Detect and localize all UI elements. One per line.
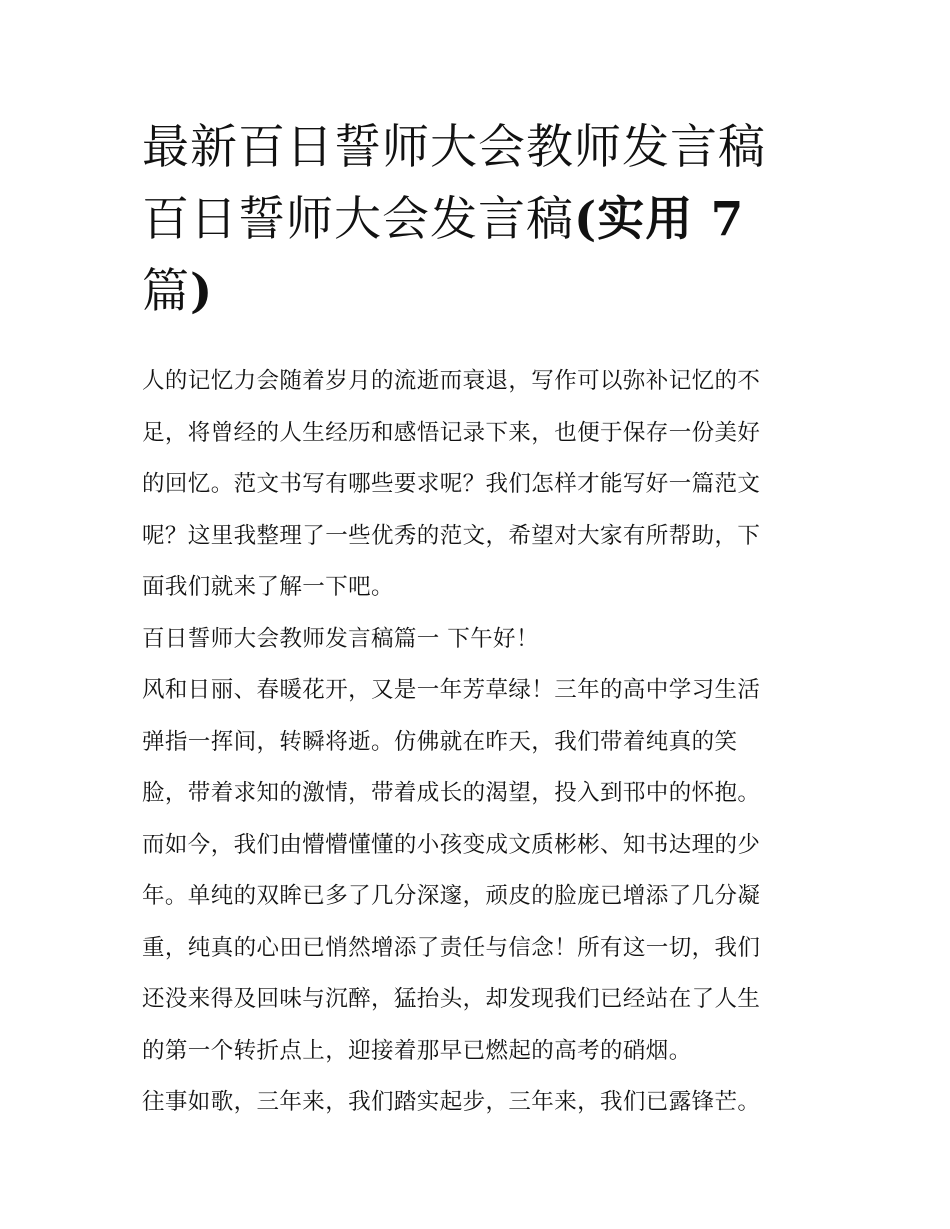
text-line: 脸，带着求知的激情，带着成长的渴望，投入到邗中的怀抱。 <box>142 780 761 806</box>
document-title <box>142 112 822 328</box>
text-line: 的回忆。范文书写有哪些要求呢？我们怎样才能写好一篇范文 <box>142 471 761 497</box>
text-line: 人的记忆力会随着岁月的流逝而衰退，写作可以弥补记忆的不 <box>142 368 761 394</box>
paragraph-section-heading <box>142 614 822 666</box>
text-line: 弹指一挥间，转瞬将逝。仿佛就在昨天，我们带着纯真的笑 <box>142 728 738 755</box>
text-line: 百日誓师大会教师发言稿篇一 下午好！ <box>142 625 539 652</box>
title-text: 最新百日誓师大会教师发言稿 <box>142 120 766 175</box>
title-line <box>142 184 822 256</box>
document-page <box>142 112 822 1129</box>
text-line: 呢？这里我整理了一些优秀的范文，希望对大家有所帮助，下 <box>142 522 761 549</box>
paragraph-body-2 <box>142 1077 822 1129</box>
title-spacer <box>142 328 822 356</box>
title-bold-suffix: ) <box>190 264 214 319</box>
title-line <box>142 112 822 184</box>
text-line: 还没来得及回味与沉醉，猛抬头，却发现我们已经站在了人生 <box>142 986 761 1012</box>
title-text: 百日誓师大会发言稿 <box>142 192 574 247</box>
text-line: 面我们就来了解一下吧。 <box>142 574 394 600</box>
text-line: 的第一个转折点上，迎接着那早已燃起的高考的硝烟。 <box>142 1037 692 1064</box>
title-bold-suffix: (实用 7 <box>574 192 745 247</box>
title-text: 篇 <box>142 264 190 319</box>
document-body <box>142 356 822 1129</box>
text-line: 风和日丽、春暖花开，又是一年芳草绿！三年的高中学习生活 <box>142 677 761 703</box>
text-line: 往事如歌，三年来，我们踏实起步，三年来，我们已露锋芒。 <box>142 1089 761 1115</box>
text-line: 而如今，我们由懵懵懂懂的小孩变成文质彬彬、知书达理的少 <box>142 831 761 858</box>
text-line: 年。单纯的双眸已多了几分深邃，顽皮的脸庞已增添了几分凝 <box>142 883 761 909</box>
paragraph-body-1 <box>142 665 822 1077</box>
text-line: 足，将曾经的人生经历和感悟记录下来，也便于保存一份美好 <box>142 419 761 446</box>
text-line: 重，纯真的心田已悄然增添了责任与信念！所有这一切，我们 <box>142 934 761 961</box>
paragraph-intro <box>142 356 822 614</box>
title-line <box>142 256 822 328</box>
